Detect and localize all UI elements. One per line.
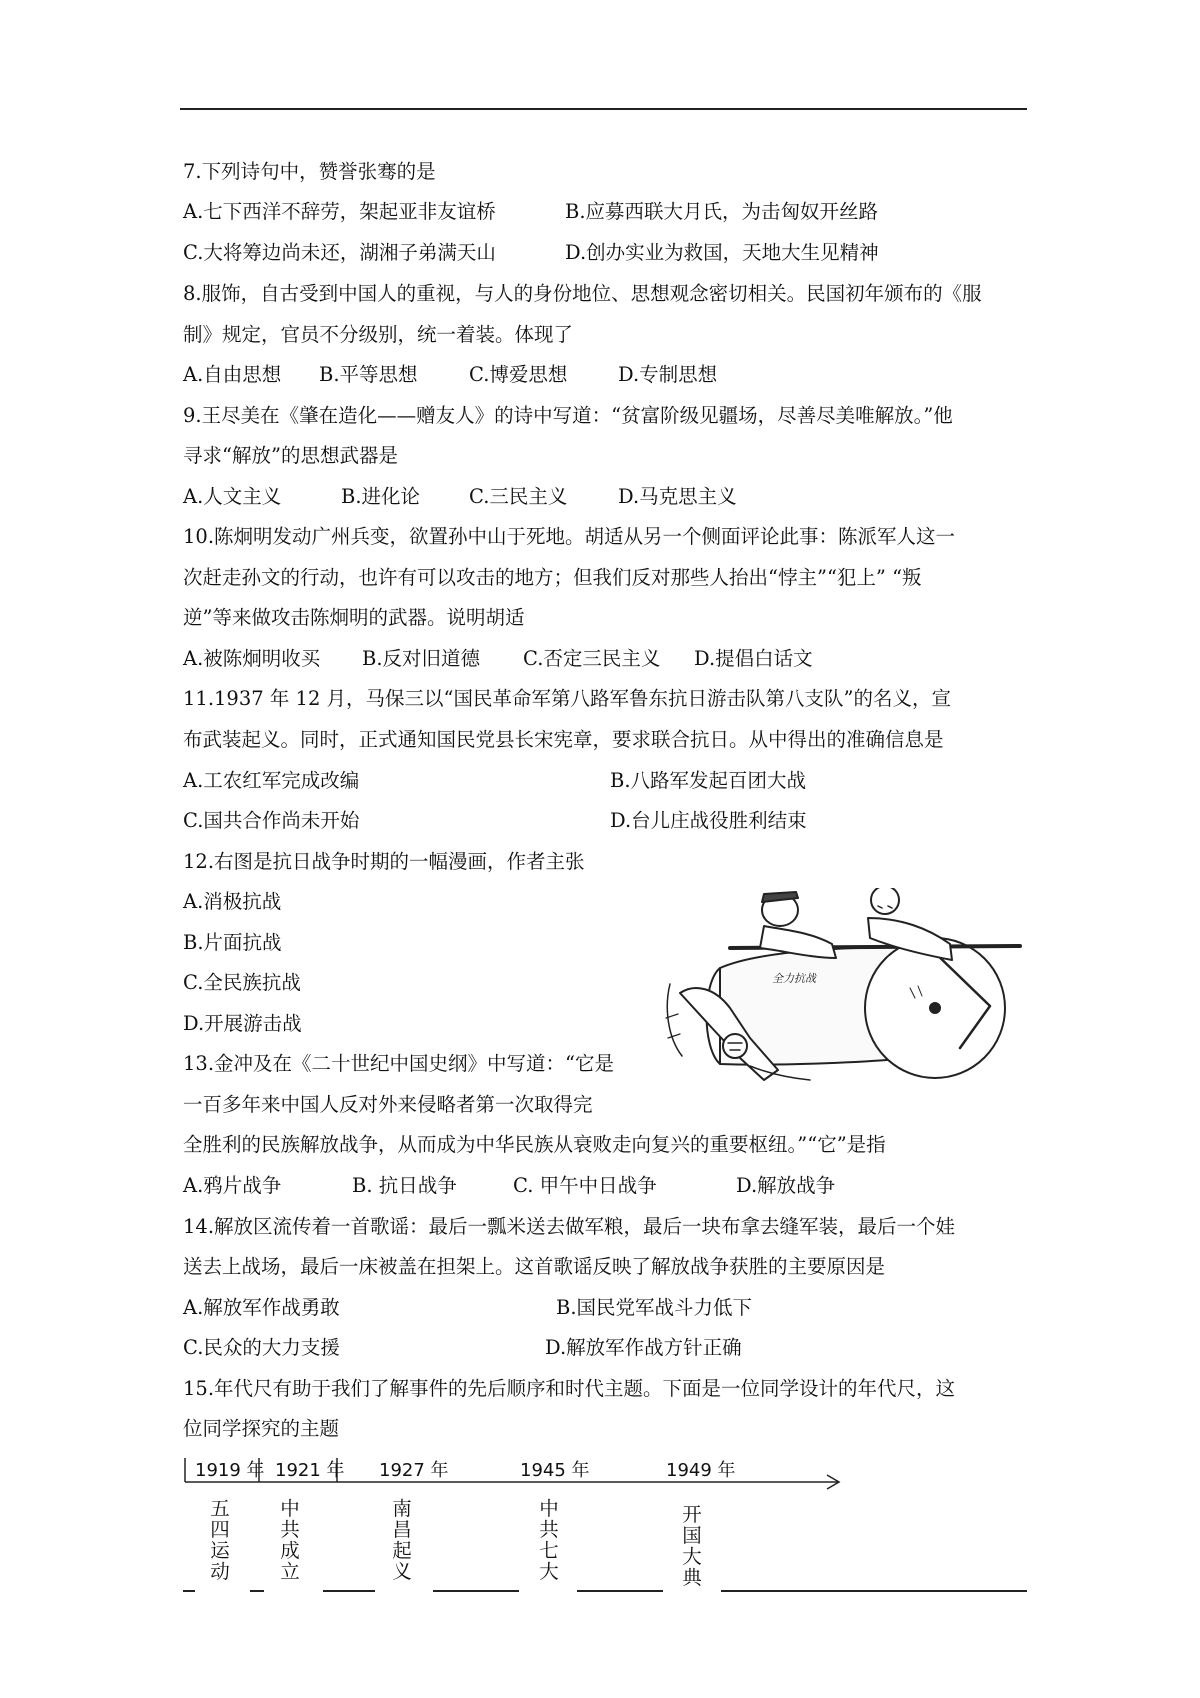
question-13-stem-line1: 13.金冲及在《二十世纪中国史纲》中写道：“它是 [183,1052,614,1075]
question-9-option-d[interactable]: D.马克思主义 [618,485,737,508]
timeline-ruler [183,1448,1027,1698]
answer-blank-4[interactable] [433,1590,519,1592]
timeline-event-seventh-congress: 中共七大 [539,1497,559,1583]
question-10-option-d[interactable]: D.提倡白话文 [694,647,813,670]
question-12-option-c[interactable]: C.全民族抗战 [183,971,301,994]
question-13-option-c[interactable]: C. 甲午中日战争 [513,1174,657,1197]
question-15-stem-line1: 15.年代尺有助于我们了解事件的先后顺序和时代主题。下面是一位同学设计的年代尺，这 [183,1377,956,1400]
timeline-event-nanchang-uprising: 南昌起义 [392,1497,412,1583]
timeline-event-may-fourth: 五四运动 [210,1497,230,1583]
question-7-option-c[interactable]: C.大将筹边尚未还，湖湘子弟满天山 [183,241,496,264]
question-10-stem-line3: 逆”等来做攻击陈炯明的武器。说明胡适 [183,606,525,629]
question-12-option-b[interactable]: B.片面抗战 [183,931,282,954]
question-9-option-c[interactable]: C.三民主义 [469,485,568,508]
question-8-option-c[interactable]: C.博爱思想 [469,363,568,386]
question-8-option-a[interactable]: A.自由思想 [183,363,282,386]
war-cartoon-illustration [660,888,1030,1093]
timeline-year-1949: 1949 年 [666,1460,736,1481]
question-8-stem-line2: 制》规定，官员不分级别，统一着装。体现了 [183,323,574,346]
question-8-option-b[interactable]: B.平等思想 [319,363,418,386]
question-7-option-a[interactable]: A.七下西洋不辞劳，架起亚非友谊桥 [183,200,496,223]
answer-blank-2[interactable] [250,1590,264,1592]
question-10-option-c[interactable]: C.否定三民主义 [523,647,661,670]
question-9-option-a[interactable]: A.人文主义 [183,485,282,508]
question-14-option-d[interactable]: D.解放军作战方针正确 [545,1336,742,1359]
question-13-stem-line2: 一百多年来中国人反对外来侵略者第一次取得完 [183,1093,593,1116]
question-10-stem-line2: 次赶走孙文的行动，也许有可以攻击的地方；但我们反对那些人抬出“悖主”“犯上” “叛 [183,566,922,589]
question-9-stem-line1: 9.王尽美在《肇在造化——赠友人》的诗中写道：“贫富阶级见疆场，尽善尽美唯解放。”他 [183,404,953,427]
question-13-option-a[interactable]: A.鸦片战争 [183,1174,282,1197]
question-12-stem: 12.右图是抗日战争时期的一幅漫画，作者主张 [183,850,585,873]
question-7-stem: 7.下列诗句中，赞誉张骞的是 [183,160,436,183]
question-14-stem-line1: 14.解放区流传着一首歌谣：最后一瓢米送去做军粮，最后一块布拿去缝军装，最后一个娃 [183,1215,956,1238]
question-13-option-b[interactable]: B. 抗日战争 [352,1174,457,1197]
question-9-option-b[interactable]: B.进化论 [341,485,421,508]
answer-blank-5[interactable] [577,1590,663,1592]
question-14-option-b[interactable]: B.国民党军战斗力低下 [556,1296,753,1319]
answer-blank-1[interactable] [183,1590,195,1592]
timeline-year-1945: 1945 年 [520,1460,590,1481]
question-11-option-d[interactable]: D.台儿庄战役胜利结束 [610,809,807,832]
question-9-stem-line2: 寻求“解放”的思想武器是 [183,444,398,467]
question-7-option-b[interactable]: B.应募西联大月氏，为击匈奴开丝路 [565,200,879,223]
question-11-stem-line1: 11.1937 年 12 月，马保三以“国民革命军第八路军鲁东抗日游击队第八支队”的名义，宣 [183,687,951,710]
question-12-option-d[interactable]: D.开展游击战 [183,1012,302,1035]
question-8-stem-line1: 8.服饰，自古受到中国人的重视，与人的身份地位、思想观念密切相关。民国初年颁布的《服 [183,282,982,305]
question-14-stem-line2: 送去上战场，最后一床被盖在担架上。这首歌谣反映了解放战争获胜的主要原因是 [183,1255,886,1278]
timeline-event-founding-ceremony: 开国大典 [682,1503,702,1589]
question-12-option-a[interactable]: A.消极抗战 [183,890,282,913]
header-rule [180,108,1027,110]
timeline-year-1927: 1927 年 [379,1460,449,1481]
timeline-event-ccp-founding: 中共成立 [280,1497,300,1583]
question-10-option-a[interactable]: A.被陈炯明收买 [183,647,321,670]
timeline-year-1921: 1921 年 [275,1460,345,1481]
question-10-option-b[interactable]: B.反对旧道德 [362,647,481,670]
answer-blank-6[interactable] [721,1590,1027,1592]
cartoon-drum-caption: 全力抗战 [772,972,816,985]
question-10-stem-line1: 10.陈炯明发动广州兵变，欲置孙中山于死地。胡适从另一个侧面评论此事：陈派军人这一 [183,525,956,548]
question-11-option-a[interactable]: A.工农红军完成改编 [183,769,360,792]
question-13-stem-line3: 全胜利的民族解放战争，从而成为中华民族从衰败走向复兴的重要枢纽。”“它”是指 [183,1133,886,1156]
question-14-option-c[interactable]: C.民众的大力支援 [183,1336,340,1359]
question-8-option-d[interactable]: D.专制思想 [618,363,718,386]
question-11-option-b[interactable]: B.八路军发起百团大战 [610,769,807,792]
question-15-stem-line2: 位同学探究的主题 [183,1417,340,1440]
question-14-option-a[interactable]: A.解放军作战勇敢 [183,1296,340,1319]
question-11-stem-line2: 布武装起义。同时，正式通知国民党县长宋宪章，要求联合抗日。从中得出的准确信息是 [183,728,944,751]
question-13-option-d[interactable]: D.解放战争 [736,1174,836,1197]
question-11-option-c[interactable]: C.国共合作尚未开始 [183,809,360,832]
question-7-option-d[interactable]: D.创办实业为救国，天地大生见精神 [565,241,879,264]
timeline-year-1919: 1919 年 [195,1460,265,1481]
answer-blank-3[interactable] [323,1590,375,1592]
